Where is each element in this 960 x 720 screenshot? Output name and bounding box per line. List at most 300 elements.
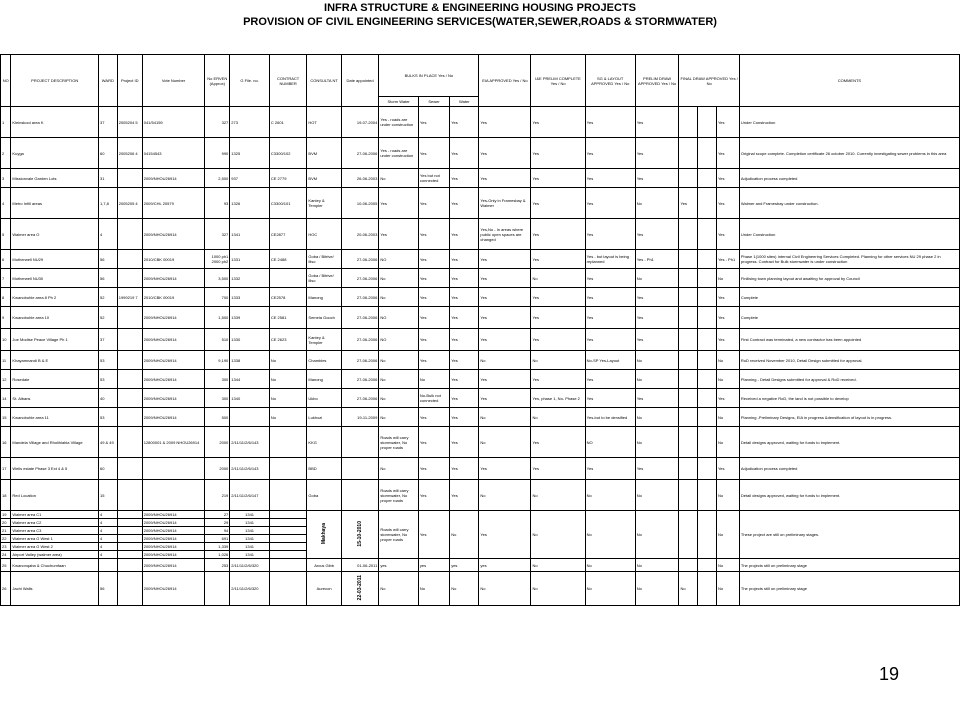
table-row (1, 389, 960, 408)
table-cell (117, 329, 142, 351)
table-cell: Yes (531, 169, 585, 188)
table-cell: 2009/NHOU26914 (142, 535, 205, 543)
table-cell: Goba / Bitrive/ Illso (307, 269, 341, 288)
table-cell: 10-06-2005 (341, 188, 379, 219)
table-row (1, 370, 960, 389)
table-cell (679, 169, 698, 188)
table-cell: 7 (1, 269, 11, 288)
table-cell: 300 (205, 370, 230, 389)
table-cell: Yes (479, 138, 531, 169)
table-cell: 20-06-2003 (341, 219, 379, 250)
table-cell: Motherwell NU29 (11, 250, 99, 269)
table-cell: Yes (585, 329, 635, 351)
table-cell: Yes (479, 370, 531, 389)
table-cell (698, 307, 717, 329)
table-cell (679, 219, 698, 250)
table-cell: No-Bulk not connected (418, 389, 449, 408)
table-cell: Yes (450, 329, 479, 351)
table-cell: HOC (307, 219, 341, 250)
table-cell: Detail designs approved, waiting for funds to implement. (739, 480, 959, 511)
table-cell: No (635, 427, 679, 458)
table-cell: yes (379, 559, 419, 572)
table-cell (269, 527, 307, 535)
table-cell (698, 480, 717, 511)
table-cell: 2 (1, 138, 11, 169)
table-cell: 1341 (230, 511, 270, 519)
table-cell: No (379, 288, 419, 307)
table-cell: No (716, 408, 739, 427)
table-cell: Yes (450, 288, 479, 307)
table-cell (269, 572, 307, 606)
table-cell: 56 (98, 269, 117, 288)
table-cell: No (418, 370, 449, 389)
table-cell (117, 519, 142, 527)
table-cell: Finilising town planning layout and awaiting for approval by Council (739, 269, 959, 288)
table-cell: Yes (418, 458, 449, 480)
table-cell: St. Albans (11, 389, 99, 408)
table-cell: 21 (1, 527, 11, 535)
table-cell: 53 (98, 370, 117, 389)
table-cell: 27-06-2006 (341, 329, 379, 351)
table-cell (117, 543, 142, 551)
table-cell: 9 (1, 307, 11, 329)
table-cell (117, 480, 142, 511)
table-cell: Yes-Only in Framesbay & Walmer (479, 188, 531, 219)
table-cell: Yes (479, 169, 531, 188)
table-cell: Adjudication process completed (739, 458, 959, 480)
table-cell: 2009/NHOU26914 (142, 543, 205, 551)
table-cell: No (531, 408, 585, 427)
table-cell: C3300/102 (269, 138, 307, 169)
table-cell (679, 138, 698, 169)
table-cell: Yes (418, 511, 449, 559)
table-cell: No (635, 511, 679, 559)
table-cell: Yes,No - In areas where public open spaces are changed (479, 219, 531, 250)
table-cell: 27-06-2006 (341, 389, 379, 408)
table-cell: No (479, 351, 531, 370)
table-cell: 4 (98, 535, 117, 543)
table-cell: 4 (98, 527, 117, 535)
table-cell: Yes (531, 288, 585, 307)
table-cell: Yes (418, 480, 449, 511)
table-cell: 20 (1, 519, 11, 527)
table-cell: Kuyga (11, 138, 99, 169)
table-cell (679, 559, 698, 572)
table-cell: Kleinskool area K (11, 107, 99, 138)
table-cell: 4 (98, 551, 117, 559)
table-cell: Yes (379, 188, 419, 219)
table-cell: yes (450, 559, 479, 572)
table-cell: First Contract was terminated, a new contractor has been appointed (739, 329, 959, 351)
table-cell: 1341 (230, 551, 270, 559)
table-cell: Yes (716, 188, 739, 219)
table-cell: 937 (230, 169, 270, 188)
col-eia: EIA APPROVED Yes / No (479, 55, 531, 107)
table-cell: CE 2779 (269, 169, 307, 188)
table-cell (117, 559, 142, 572)
table-cell (117, 219, 142, 250)
table-cell: Yes (716, 329, 739, 351)
table-cell: Yes (479, 329, 531, 351)
table-cell: 6 (1, 250, 11, 269)
table-cell: 2/11/11/2/6/320 (230, 559, 270, 572)
table-cell: The projects still on preliminary stage (739, 559, 959, 572)
table-cell: Walmer area G West 1 (11, 535, 99, 543)
table-cell: Yes (450, 480, 479, 511)
table-cell: 31 (98, 169, 117, 188)
page-title: INFRA STRUCTURE & ENGINEERING HOUSING PROJECTS (324, 2, 636, 14)
table-cell: C 2601 (269, 107, 307, 138)
table-cell (698, 572, 717, 606)
table-cell: Planning - Detail Designs submitted for approval & RoD received. (739, 370, 959, 389)
table-cell: Motherwell NU30 (11, 269, 99, 288)
table-cell (117, 458, 142, 480)
table-cell: 2010/CBK 00019 (142, 288, 205, 307)
table-cell: Mandela Village and Rholihlahla Village (11, 427, 99, 458)
col-comments: COMMENTS (739, 55, 959, 107)
table-cell: No (716, 511, 739, 559)
table-cell: Yes (716, 107, 739, 138)
table-cell: 56 (98, 572, 117, 606)
table-cell: Under Construction (739, 107, 959, 138)
table-cell: Yes but not connected (418, 169, 449, 188)
table-cell: Detail designs approved, waiting for funds to implement. (739, 427, 959, 458)
table-cell: Yes (585, 307, 635, 329)
table-cell: No-SP Yes-Layout (585, 351, 635, 370)
table-cell: No (479, 572, 531, 606)
table-cell: Red Location (11, 480, 99, 511)
table-cell: Chambles (307, 351, 341, 370)
table-cell: 2/11/11/2/6/143 (230, 458, 270, 480)
table-cell: BVM (307, 138, 341, 169)
table-cell: 18 (1, 480, 11, 511)
table-cell: 93 (205, 188, 230, 219)
table-cell (117, 389, 142, 408)
table-cell: Yes (418, 250, 449, 269)
table-cell: 1341 (230, 527, 270, 535)
table-cell (679, 408, 698, 427)
table-cell: Walmer area C3 (11, 527, 99, 535)
table-cell: 8 (1, 288, 11, 307)
table-cell (698, 427, 717, 458)
table-cell: KKG (307, 427, 341, 458)
table-cell: Yes (450, 219, 479, 250)
table-cell: 1340 (230, 389, 270, 408)
table-cell: Yes (450, 351, 479, 370)
table-row (1, 559, 960, 572)
table-cell: Yes (635, 138, 679, 169)
table-cell: 3 (1, 169, 11, 188)
table-cell: 53 (98, 351, 117, 370)
table-cell (679, 107, 698, 138)
table-cell: Yes (418, 427, 449, 458)
col-vote: Vote Number (142, 55, 205, 107)
table-row (1, 250, 960, 269)
table-row (1, 427, 960, 458)
table-cell: Jachi Walls (11, 572, 99, 606)
table-cell: Phase 1(1000 sites) Internal Civil Engineering Services Completed. Planning for other services NU 29 phase 2 in progress. Contract for Bulk stormwater is under construction (739, 250, 959, 269)
table-cell: 1,339 (205, 543, 230, 551)
table-cell: No (531, 559, 585, 572)
table-cell: 27-06-2006 (341, 351, 379, 370)
table-cell: Yes (531, 370, 585, 389)
table-cell: No (379, 269, 419, 288)
table-cell: 4 (98, 519, 117, 527)
page-number: 19 (879, 664, 900, 684)
table-cell: 4 (1, 188, 11, 219)
table-cell: Yes (635, 107, 679, 138)
table-cell: Yes (418, 351, 449, 370)
table-cell: No (269, 351, 307, 370)
table-cell: NO (379, 250, 419, 269)
table-cell: 52 (98, 307, 117, 329)
table-cell: Yes (585, 219, 635, 250)
table-cell: Kantey & Templer (307, 188, 341, 219)
table-cell (98, 559, 117, 572)
table-cell: Yes (531, 427, 585, 458)
table-cell (698, 408, 717, 427)
table-cell: No (379, 169, 419, 188)
table-cell: Yes (450, 188, 479, 219)
table-cell: NO (379, 307, 419, 329)
table-cell: 510 (205, 329, 230, 351)
table-cell (698, 138, 717, 169)
table-cell (117, 572, 142, 606)
table-cell: yes (479, 559, 531, 572)
table-cell: Adjudication process completed (739, 169, 959, 188)
table-cell: Yes (450, 370, 479, 389)
table-cell: Yes - Ph1 (635, 250, 679, 269)
table-cell: 2009/NHOU26914 (142, 370, 205, 389)
table-cell: Manong (307, 288, 341, 307)
table-cell (698, 107, 717, 138)
table-cell: 2009/NHOU26914 (142, 551, 205, 559)
table-cell: No (479, 408, 531, 427)
table-cell: Yes (450, 458, 479, 480)
table-cell: 2009/NHOU26914 (142, 389, 205, 408)
table-cell: CE2578 (269, 288, 307, 307)
table-cell (679, 269, 698, 288)
table-cell: Wells estate Phase 3 Ext 4 & 5 (11, 458, 99, 480)
table-cell: Roads will carry stormwater, No proper roads (379, 511, 419, 559)
table-cell: No (450, 511, 479, 559)
table-cell: 2000 (205, 427, 230, 458)
table-cell: 2009/NHOU26914 (142, 408, 205, 427)
header-row (1, 55, 960, 97)
table-cell: Yes (531, 250, 585, 269)
table-cell: Yes - Ph1 (716, 250, 739, 269)
table-cell: No (585, 511, 635, 559)
table-cell: 2005205 4 (117, 188, 142, 219)
table-cell: Ukbo (307, 389, 341, 408)
table-row (1, 329, 960, 351)
table-cell: Yes - roads are under construction (379, 107, 419, 138)
table-cell: 1325 (230, 138, 270, 169)
col-prelim: PRELIM DRAW APPROVED Yes / No (635, 55, 679, 107)
table-cell (142, 458, 205, 480)
table-cell: Yes (479, 250, 531, 269)
table-cell (117, 351, 142, 370)
table-cell: These project are still on preliminary stages. (739, 511, 959, 559)
table-cell (679, 288, 698, 307)
table-cell (679, 480, 698, 511)
table-cell: 12800001 & 2009 NHOU26914 (142, 427, 205, 458)
table-cell: 2009/NHOU26914 (142, 519, 205, 527)
table-cell: 56 (98, 250, 117, 269)
table-cell: 53 (98, 408, 117, 427)
table-cell: Yes (479, 288, 531, 307)
table-cell: 11 (1, 351, 11, 370)
table-cell: Yes (418, 188, 449, 219)
table-cell: Complete (739, 307, 959, 329)
col-no: NO (1, 55, 11, 107)
table-cell (698, 559, 717, 572)
table-cell: C3300/101 (269, 188, 307, 219)
table-cell: NO (585, 427, 635, 458)
table-cell: 500 (205, 408, 230, 427)
table-cell: Goba (307, 480, 341, 511)
table-cell: 1999219 7 (117, 288, 142, 307)
table-cell (679, 427, 698, 458)
table-cell (679, 351, 698, 370)
table-cell (269, 551, 307, 559)
table-cell: 273 (230, 107, 270, 138)
table-cell (698, 269, 717, 288)
table-cell: HOT (307, 107, 341, 138)
table-cell: No (635, 351, 679, 370)
table-cell: Goba / Bitrive/ Illso (307, 250, 341, 269)
table-cell: 1341 (230, 535, 270, 543)
table-cell: No (531, 269, 585, 288)
table-cell: 1326 (230, 188, 270, 219)
table-cell: 15 (98, 480, 117, 511)
table-cell: Yes (585, 269, 635, 288)
col-erven: No ERVEN (Approx) (205, 55, 230, 107)
table-cell: 1333 (230, 288, 270, 307)
table-cell: 60 (98, 138, 117, 169)
table-cell: Kwanobuhle area 11 (11, 408, 99, 427)
table-cell (341, 511, 379, 559)
col-final: FINAL DRAW APPROVED Yes / No (679, 55, 739, 107)
table-cell: Yes (585, 389, 635, 408)
table-cell: Yes (635, 458, 679, 480)
table-cell: Yes (418, 219, 449, 250)
table-cell: Yes (635, 288, 679, 307)
table-cell (679, 329, 698, 351)
table-cell (679, 307, 698, 329)
table-cell: No (379, 458, 419, 480)
table-cell: Yes (531, 219, 585, 250)
table-cell: 1330 (230, 329, 270, 351)
table-cell: Roads will carry stormwater, No proper roads (379, 427, 419, 458)
table-cell: 4 (98, 543, 117, 551)
table-cell (341, 480, 379, 511)
table-cell: 253 (205, 559, 230, 572)
table-cell: 2009/NHOU26914 (142, 169, 205, 188)
table-cell: Metro Infill areas (11, 188, 99, 219)
table-cell: Yes - roads are under construction (379, 138, 419, 169)
table-cell: 4 (98, 219, 117, 250)
table-cell (117, 250, 142, 269)
table-cell: No (479, 480, 531, 511)
table-cell: NO (379, 329, 419, 351)
table-cell: Yes (716, 288, 739, 307)
table-cell: 27-06-2006 (341, 307, 379, 329)
table-cell: 14 (1, 389, 11, 408)
table-cell (698, 329, 717, 351)
table-cell: Yes (635, 307, 679, 329)
table-cell: Yes (418, 408, 449, 427)
table-row (1, 307, 960, 329)
col-sg: SG & LAYOUT APPROVED Yes / No (585, 55, 635, 107)
table-cell: Yes (479, 307, 531, 329)
table-cell: No (635, 269, 679, 288)
table-cell (269, 559, 307, 572)
table-cell: Yes (585, 138, 635, 169)
table-cell (269, 458, 307, 480)
table-cell: No (716, 572, 739, 606)
table-cell: 2009/NHOU26914 (142, 219, 205, 250)
table-cell: Yes (479, 269, 531, 288)
table-cell: 2009/NHOU26914 (142, 511, 205, 519)
table-cell: 23 (1, 543, 11, 551)
table-row (1, 480, 960, 511)
col-date: Date appointed (341, 55, 379, 107)
table-cell: Yes (379, 219, 419, 250)
table-cell: Yes (418, 107, 449, 138)
col-contract: CONTRACT NUMBER (269, 55, 307, 107)
table-cell: No (379, 408, 419, 427)
table-cell: 1339 (230, 307, 270, 329)
page-subtitle: PROVISION OF CIVIL ENGINEERING SERVICES(WATER,SEWER,ROADS & STORMWATER) (243, 16, 717, 28)
table-cell: 2005206 4 (117, 138, 142, 169)
table-row (1, 458, 960, 480)
col-project-id: Project ID (117, 55, 142, 107)
table-cell: No (635, 559, 679, 572)
table-cell (698, 219, 717, 250)
table-cell (698, 288, 717, 307)
table-cell: 37 (98, 329, 117, 351)
table-cell: No (269, 408, 307, 427)
table-cell: 2009/NHOU26914 (142, 527, 205, 535)
table-cell: 990 (205, 138, 230, 169)
table-cell: No (585, 559, 635, 572)
table-cell: 1341 (230, 219, 270, 250)
table-cell: 041/54159 (142, 107, 205, 138)
table-cell: 2000 (205, 458, 230, 480)
table-cell (142, 480, 205, 511)
table-cell: Yes (479, 389, 531, 408)
table-cell: Received a negative RoD, the land is not possible to develop (739, 389, 959, 408)
table-cell: Yes (450, 269, 479, 288)
table-cell: 1344 (230, 370, 270, 389)
table-cell: 1338 (230, 351, 270, 370)
table-cell (269, 519, 307, 527)
table-cell: No (716, 427, 739, 458)
table-cell (698, 169, 717, 188)
table-cell: Yes (531, 138, 585, 169)
table-cell: Planning -Preliminary Designs, EIA in progress &densification of layout is in progress. (739, 408, 959, 427)
table-cell: Missionvale Garden Lots (11, 169, 99, 188)
table-cell: 40 (98, 389, 117, 408)
table-cell (698, 458, 717, 480)
table-row (1, 138, 960, 169)
table-cell: 49 & 49 (98, 427, 117, 458)
table-cell (698, 389, 717, 408)
table-cell: 27-06-2006 (341, 138, 379, 169)
table-cell: 52 (98, 288, 117, 307)
table-cell (698, 188, 717, 219)
